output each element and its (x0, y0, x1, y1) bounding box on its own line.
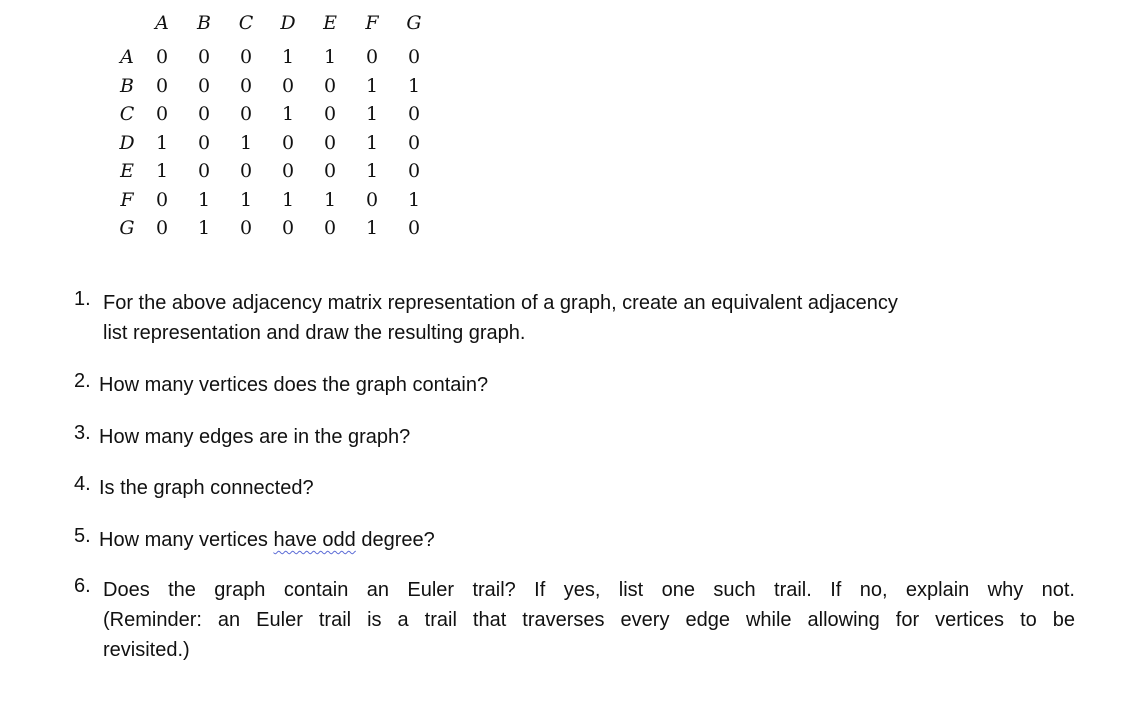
matrix-row-header: G (119, 217, 135, 239)
matrix-cell: 0 (407, 103, 421, 125)
matrix-cell: 1 (323, 188, 337, 211)
matrix-cell: 0 (365, 46, 379, 68)
matrix-cell: 1 (155, 160, 169, 182)
question-text-line: How many vertices does the graph contain? (99, 374, 489, 396)
matrix-column-header: G (406, 12, 422, 34)
matrix-cell: 0 (155, 74, 169, 97)
matrix-cell: 0 (281, 74, 295, 97)
matrix-cell: 0 (323, 103, 337, 125)
matrix-cell: 1 (365, 217, 379, 239)
question-text-line: (Reminder: an Euler trail is a trail that traverses every edge while allowing for vertices to be (103, 609, 1075, 631)
matrix-row-header: C (119, 103, 135, 125)
matrix-cell: 1 (407, 188, 421, 211)
matrix-cell: 0 (323, 160, 337, 182)
question-number: 3. (74, 422, 91, 444)
matrix-cell: 0 (239, 46, 253, 68)
matrix-cell: 0 (197, 131, 211, 154)
matrix-cell: 0 (365, 188, 379, 211)
matrix-cell: 1 (281, 188, 295, 211)
matrix-cell: 1 (365, 131, 379, 154)
matrix-cell: 1 (197, 188, 211, 211)
question-text-line: Does the graph contain an Euler trail? If yes, list one such trail. If no, explain why not. (103, 579, 1075, 601)
matrix-cell: 1 (365, 74, 379, 97)
matrix-column-header: B (197, 12, 211, 34)
matrix-cell: 0 (155, 188, 169, 211)
question-text-after: degree? (355, 529, 435, 551)
matrix-column-header: F (365, 12, 379, 34)
matrix-cell: 0 (239, 103, 253, 125)
matrix-cell: 0 (155, 46, 169, 68)
matrix-cell: 1 (365, 160, 379, 182)
question-text-line: For the above adjacency matrix representation of a graph, create an equivalent adjacency (103, 292, 898, 314)
matrix-cell: 0 (323, 74, 337, 97)
question-text-line: How many edges are in the graph? (99, 426, 411, 448)
question-number: 4. (74, 473, 91, 495)
matrix-cell: 1 (281, 46, 295, 68)
matrix-cell: 0 (323, 131, 337, 154)
matrix-cell: 0 (197, 160, 211, 182)
matrix-cell: 0 (407, 217, 421, 239)
matrix-cell: 0 (281, 131, 295, 154)
matrix-cell: 1 (239, 188, 253, 211)
matrix-cell: 0 (281, 160, 295, 182)
matrix-cell: 1 (323, 46, 337, 68)
matrix-row-header: F (120, 188, 134, 211)
question-text-line: Is the graph connected? (99, 477, 314, 499)
spellcheck-underlined-text: have odd (273, 529, 356, 551)
question-number: 5. (74, 525, 91, 547)
matrix-column-header: E (323, 12, 337, 34)
matrix-cell: 0 (197, 74, 211, 97)
question-text-line: list representation and draw the resulting graph. (103, 322, 526, 344)
matrix-column-header: D (280, 12, 296, 34)
matrix-cell: 0 (407, 46, 421, 68)
matrix-row-header: B (120, 74, 134, 97)
matrix-cell: 1 (407, 74, 421, 97)
matrix-cell: 0 (239, 74, 253, 97)
question-text-line (99, 525, 999, 555)
question-number: 2. (74, 370, 91, 392)
matrix-row-header: A (120, 46, 134, 68)
matrix-cell: 0 (155, 217, 169, 239)
question-number: 6. (74, 575, 91, 597)
question-text-before: How many vertices (99, 529, 274, 551)
question-text-line: revisited.) (103, 639, 190, 661)
matrix-cell: 0 (155, 103, 169, 125)
question-number: 1. (74, 288, 91, 310)
matrix-cell: 0 (239, 217, 253, 239)
matrix-cell: 1 (197, 217, 211, 239)
matrix-cell: 0 (197, 103, 211, 125)
matrix-cell: 0 (239, 160, 253, 182)
matrix-cell: 1 (281, 103, 295, 125)
matrix-cell: 1 (365, 103, 379, 125)
matrix-cell: 0 (323, 217, 337, 239)
matrix-column-header: C (238, 12, 254, 34)
matrix-cell: 0 (407, 131, 421, 154)
matrix-cell: 0 (197, 46, 211, 68)
matrix-column-header: A (155, 12, 169, 34)
matrix-cell: 1 (239, 131, 253, 154)
matrix-row-header: D (119, 131, 135, 154)
matrix-cell: 0 (407, 160, 421, 182)
matrix-cell: 0 (281, 217, 295, 239)
matrix-cell: 1 (155, 131, 169, 154)
matrix-row-header: E (120, 160, 134, 182)
